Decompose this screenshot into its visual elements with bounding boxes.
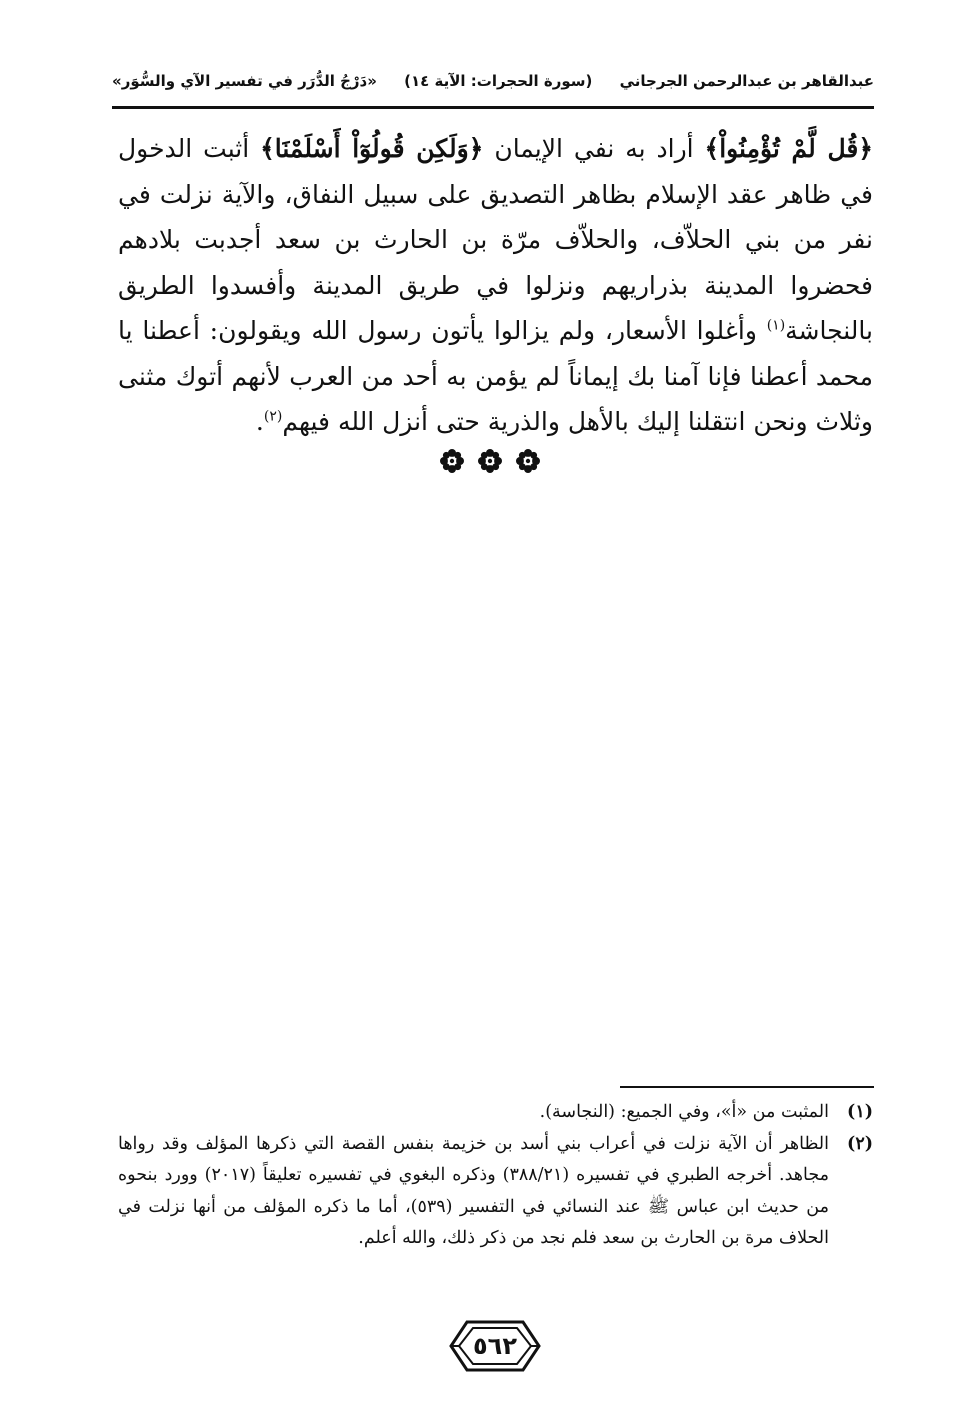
footnote-text: الظاهر أن الآية نزلت في أعراب بني أسد بن خزيمة بنفس القصة التي ذكرها المؤلف وقد رواها مجاهد. أخرجه الطبري في تفسيره (٣٨٨/٢١) وذكره البغوي في تفسيره تعليقاً (٢٠١٧) وورد بنحوه من حديث ابن عباس ﷺ عند النسائي في التفسير (٥٣٩)، أما ما ذكره المؤلف من أنها نزلت في الحلاف مرة بن الحارث بن سعد فلم نجد من ذكر ذلك، والله أعلم. — [118, 1133, 829, 1248]
text-segment: أراد به نفي الإيمان — [483, 134, 705, 163]
main-paragraph — [118, 126, 873, 445]
footnotes — [118, 1097, 873, 1255]
text-segment: . — [255, 407, 264, 436]
quran-quote: ﴿قُل لَّمْ تُؤْمِنُواْ﴾ — [704, 134, 874, 163]
footnote-2 — [118, 1129, 873, 1255]
header-author: عبدالقاهر بن عبدالرحمن الجرجاني — [619, 72, 874, 90]
header-book-title: «دَرْجُ الدُّرَر في تفسير الآي والسُّوَر» — [112, 72, 377, 90]
page-number-badge — [447, 1318, 543, 1374]
footnote-text: المثبت من «أ»، وفي الجميع: (النجاسة). — [539, 1102, 829, 1122]
footnote-ref[interactable]: (١) — [766, 317, 786, 334]
page-number: ٥٦٢ — [473, 1332, 517, 1360]
flower-ornament-icon — [515, 448, 541, 480]
text-segment: وأغلوا الأسعار، ولم يزالوا يأتون رسول الله ويقولون: أعطنا يا محمد أعطنا فإنا آمنا بك إيماناً لم يؤمن به أحد من العرب لأنهم أتوك مثنى وثلاث ونحن انتقلنا إليك بالأهل والذرية حتى أنزل الله فيهم — [118, 316, 873, 436]
flower-ornament-icon — [439, 448, 465, 480]
main-text — [118, 126, 873, 445]
footnote-ref[interactable]: (٢) — [263, 408, 283, 425]
flower-ornament-icon — [477, 448, 503, 480]
header-rule — [112, 106, 874, 109]
footnote-number: (٢) — [847, 1133, 873, 1154]
header-surah: (سورة الحجرات: الآية ١٤) — [404, 72, 593, 90]
section-divider — [430, 448, 550, 480]
footnote-rule — [620, 1086, 874, 1088]
quran-quote: ﴿وَلَكِن قُولُوٓاْ أَسْلَمْنَا﴾ — [260, 134, 484, 163]
running-header — [112, 66, 874, 96]
text-segment: أثبت الدخول في ظاهر عقد الإسلام بظاهر التصديق على سبيل النفاق، والآية نزلت في نفر من بني الحلاّف، والحلاّف مرّة بن الحارث بن سعد أجدبت بلادهم فحضروا المدينة بذراريهم ونزلوا في طريق المدينة وأفسدوا الطريق بالنجاشة — [118, 134, 873, 345]
footnote-number: (١) — [847, 1102, 873, 1122]
footnote-1 — [118, 1097, 873, 1129]
